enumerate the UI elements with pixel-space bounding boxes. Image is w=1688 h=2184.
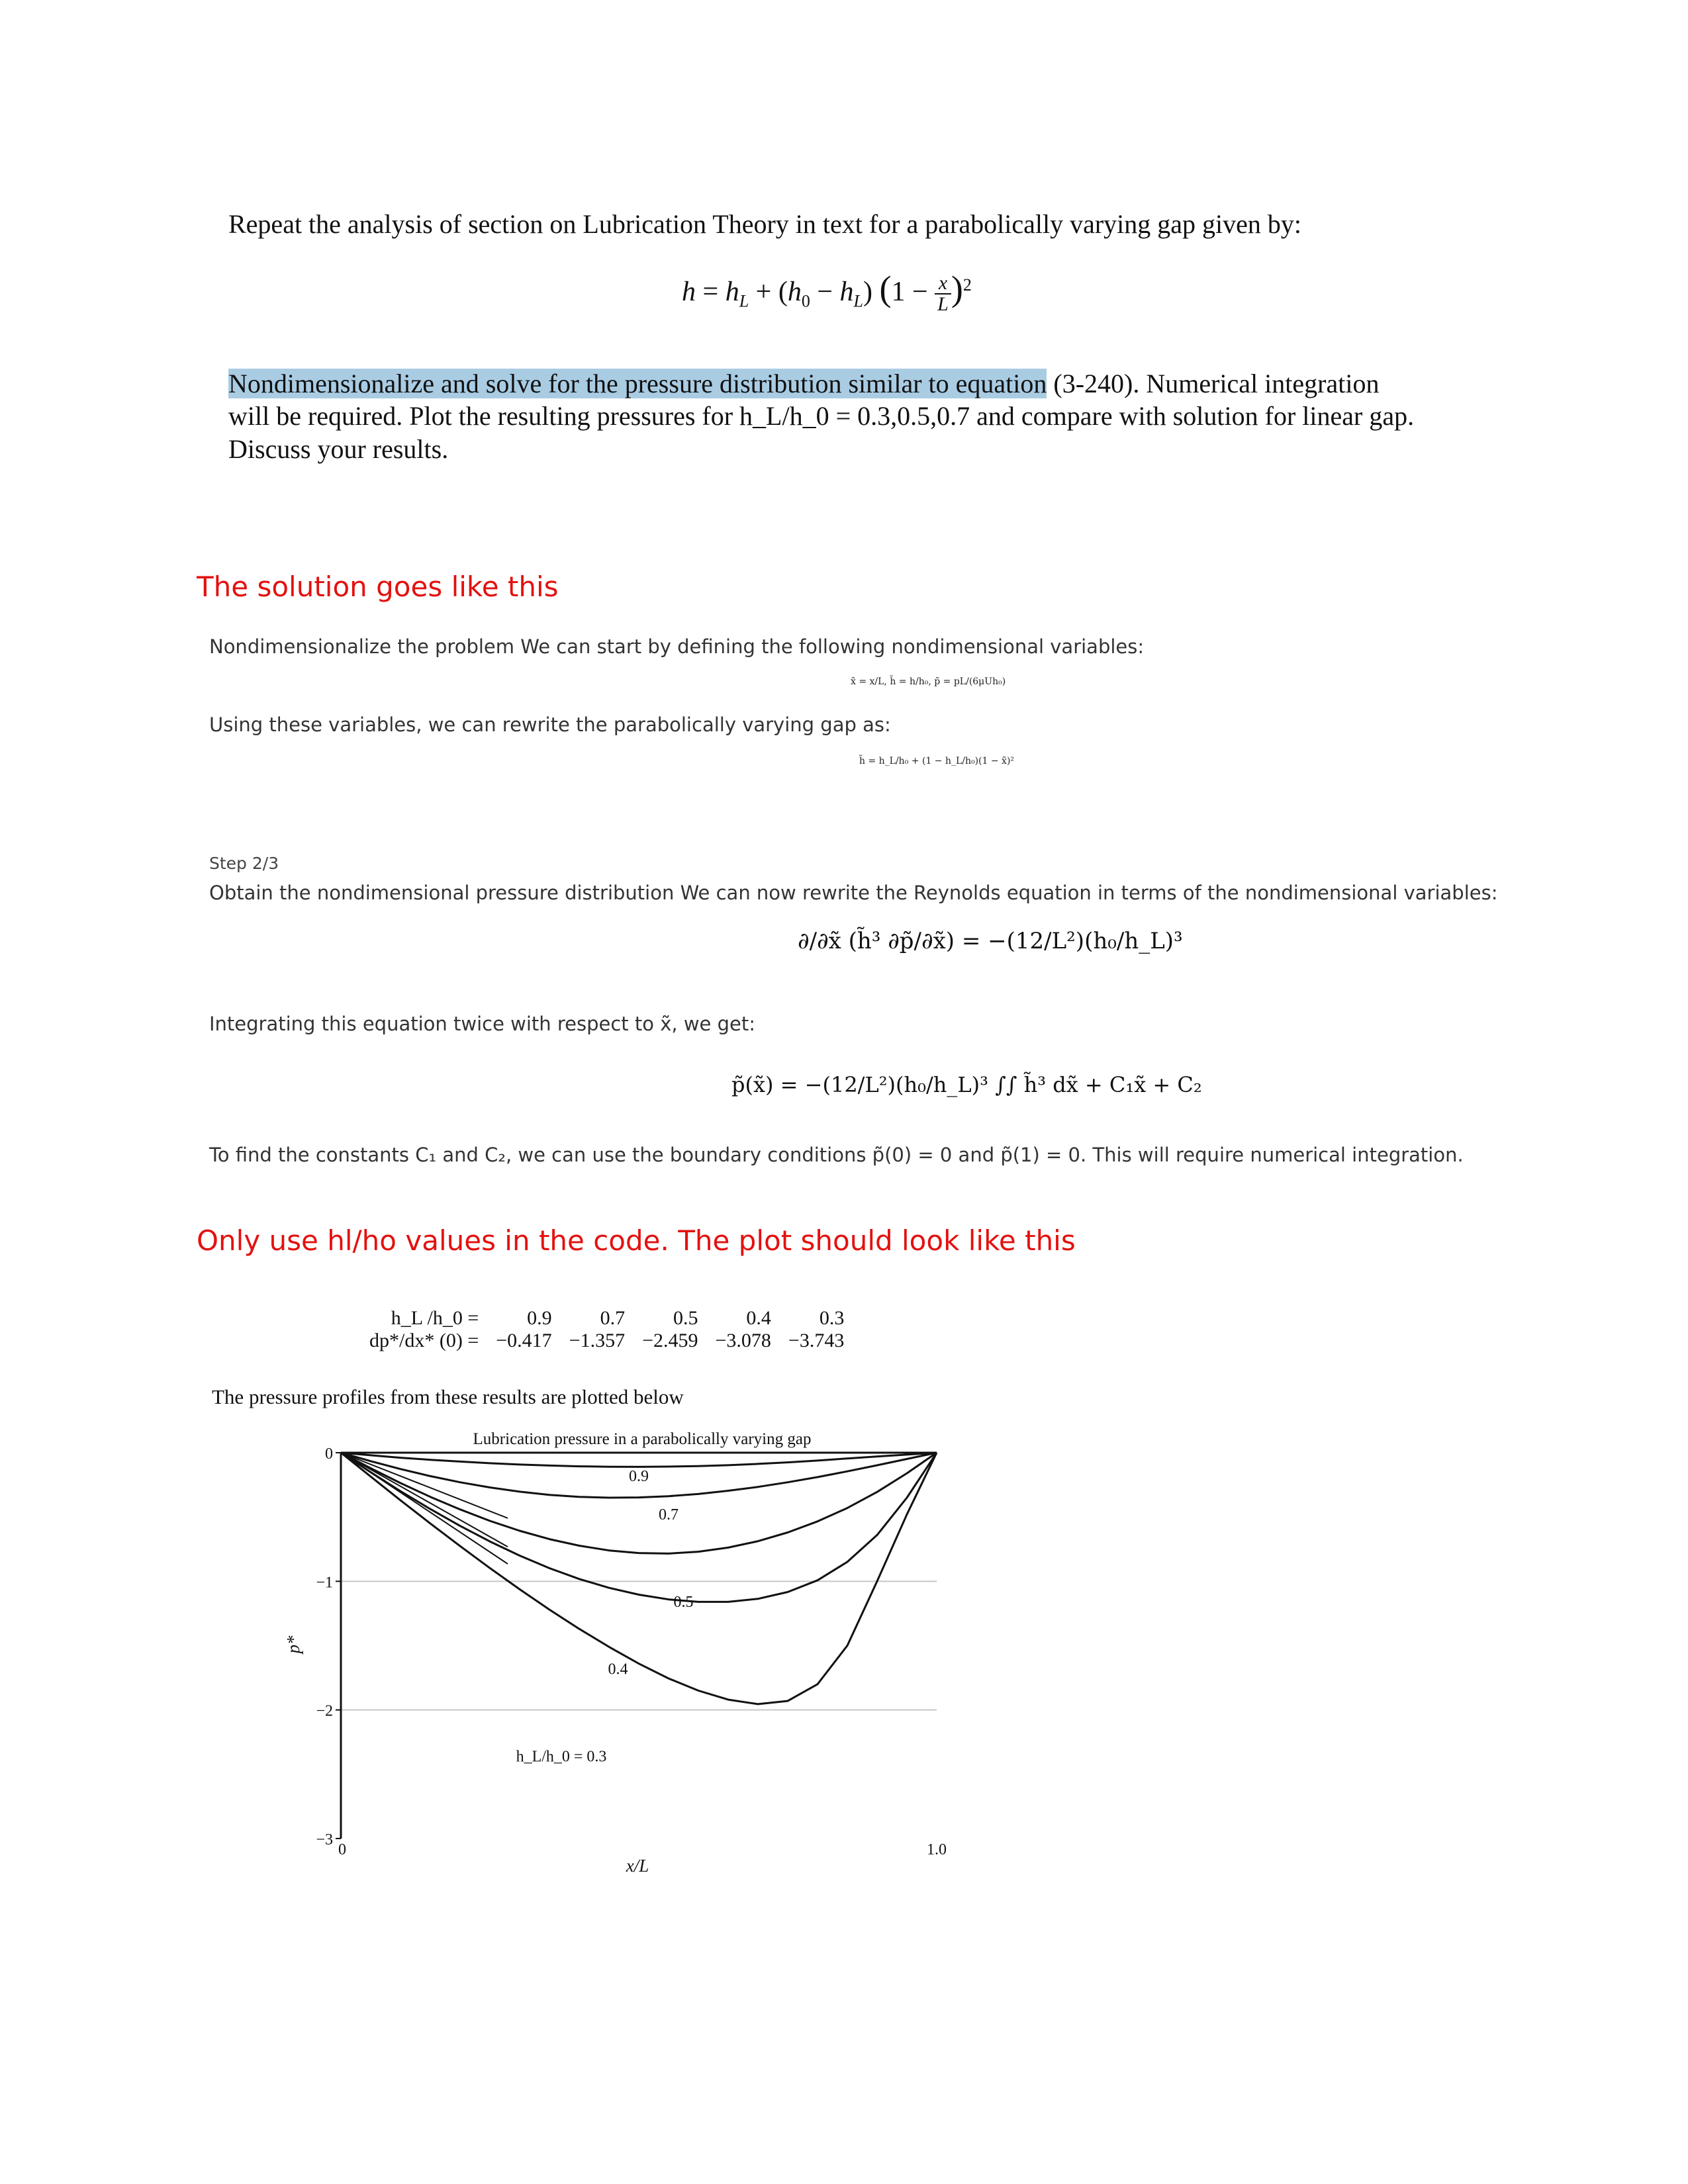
nondim-intro: Nondimensionalize the problem We can start by defining the following nondimensional variables: xyxy=(209,635,1145,658)
table-cell: −1.357 xyxy=(569,1330,626,1351)
table-cell: 0.9 xyxy=(527,1307,552,1329)
plot-intro: The pressure profiles from these results are plotted below xyxy=(212,1385,684,1408)
y-tick-label: −2 xyxy=(316,1702,333,1720)
reynolds-intro: Obtain the nondimensional pressure distribution We can now rewrite the Reynolds equation in terms of the nondimensional variables: xyxy=(209,882,1498,904)
gap-equation-text: h xyxy=(682,277,696,307)
curve-label-0-5: 0.5 xyxy=(673,1594,694,1612)
gap-intro: Using these variables, we can rewrite the parabolically varying gap as: xyxy=(209,713,891,736)
problem-line-1: Repeat the analysis of section on Lubrication Theory in text for a parabolically varying gap given by: xyxy=(228,209,1301,239)
solution-intro-note: The solution goes like this xyxy=(197,570,559,603)
y-tick-label: −1 xyxy=(316,1574,333,1592)
nondim-equation: x̃ = x/L, h̃ = h/h₀, p̃ = pL/(6μUh₀) xyxy=(851,676,1006,687)
problem-line-2-rest: (3-240). Numerical integration xyxy=(1053,369,1380,398)
series-line-0-9 xyxy=(341,1453,937,1467)
gap-equation: $h = h_L + (h_0 - h_L) (1 - \frac{x}{L})^2$ xyxy=(682,269,972,316)
chart-title: Lubrication pressure in a parabolically varying gap xyxy=(473,1430,812,1448)
table-cell: −2.459 xyxy=(642,1330,698,1351)
problem-line-4: Discuss your results. xyxy=(228,434,449,464)
y-tick-label: 0 xyxy=(325,1445,333,1463)
y-tick-label: −3 xyxy=(316,1831,333,1848)
table-cell: −3.078 xyxy=(715,1330,771,1351)
curve-label-0-9: 0.9 xyxy=(629,1467,649,1485)
integrate-intro: Integrating this equation twice with respect to x̃, we get: xyxy=(209,1013,755,1035)
step-label: Step 2/3 xyxy=(209,854,279,873)
chart-series-group xyxy=(341,1453,937,1704)
table-cell: 0.4 xyxy=(746,1307,771,1329)
table-cell: 0.5 xyxy=(673,1307,698,1329)
reference-chord xyxy=(341,1453,508,1547)
highlighted-text: Nondimensionalize and solve for the pressure distribution similar to equation xyxy=(228,369,1047,398)
plot-instruction-note: Only use hl/ho values in the code. The plot should look like this xyxy=(197,1224,1076,1257)
problem-line-3: will be required. Plot the resulting pressures for h_L/h_0 = 0.3,0.5,0.7 and compare with solution for linear gap. xyxy=(228,401,1415,431)
curve-label-0-3: h_L/h_0 = 0.3 xyxy=(516,1748,607,1766)
table-cell: −3.743 xyxy=(788,1330,845,1351)
curve-label-0-7: 0.7 xyxy=(659,1506,679,1524)
row-label-hl-ho: h_L /h_0 = xyxy=(391,1307,479,1329)
table-cell: 0.7 xyxy=(600,1307,626,1329)
series-line-0-3 xyxy=(341,1453,937,1704)
table-cell: −0.417 xyxy=(496,1330,552,1351)
nondim-gap-equation: h̃ = h_L/h₀ + (1 − h_L/h₀)(1 − x̃)² xyxy=(859,756,1015,766)
row-label-slope: dp*/dx* (0) = xyxy=(369,1330,479,1351)
reynolds-equation: ∂/∂x̃ (h̃³ ∂p̃/∂x̃) = −(12/L²)(h₀/h_L)³ xyxy=(798,928,1183,954)
boundary-conditions-text: To find the constants C₁ and C₂, we can use the boundary conditions p̃(0) = 0 and p̃(1) = 0. This will require numerical integration. xyxy=(209,1144,1464,1166)
x-axis-label: x/L xyxy=(626,1856,649,1876)
chart-labels-group xyxy=(516,1468,694,1766)
table-cell: 0.3 xyxy=(819,1307,845,1329)
curve-label-0-4: 0.4 xyxy=(608,1661,628,1678)
x-tick-label: 0 xyxy=(338,1841,346,1858)
integrated-equation: p̃(x̃) = −(12/L²)(h₀/h_L)³ ∫∫ h̃³ dx̃ + C₁x̃ + C₂ xyxy=(731,1072,1202,1097)
y-axis-label: p* xyxy=(283,1635,303,1654)
x-tick-label: 1.0 xyxy=(927,1841,947,1858)
